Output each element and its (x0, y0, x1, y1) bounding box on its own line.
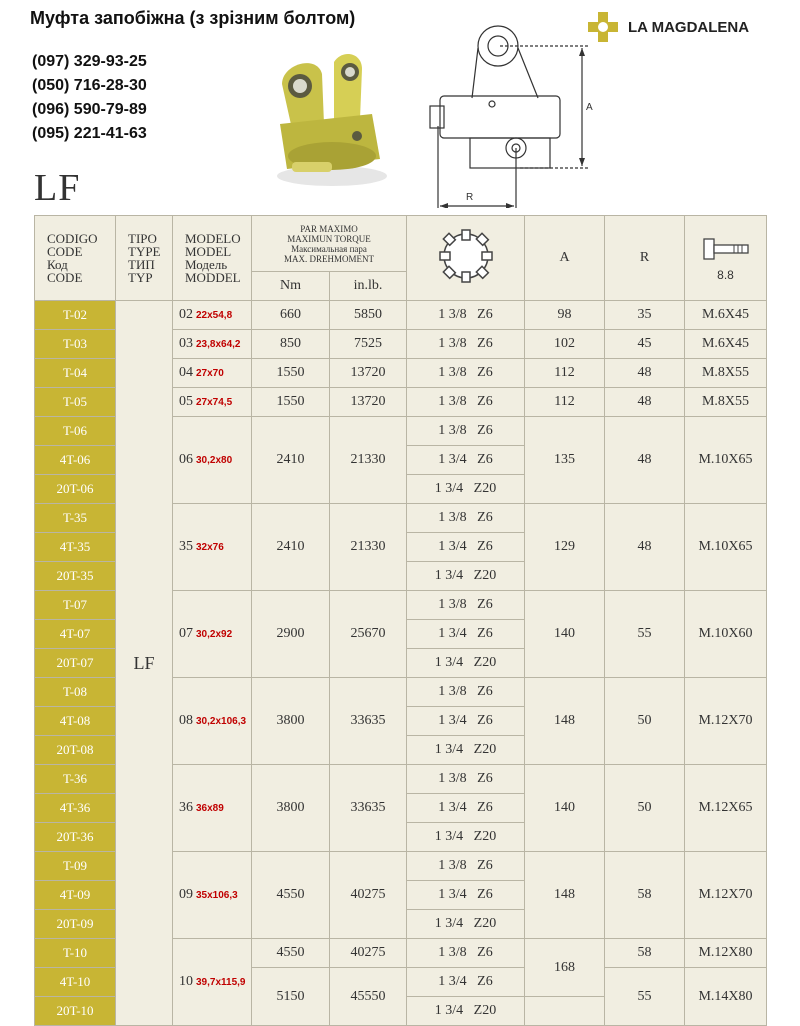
spline-cell: 1 3/4 Z20 (407, 562, 525, 591)
code-cell: 20T-36 (35, 823, 116, 852)
model-dimensions: 36x89 (196, 803, 224, 814)
r-cell: 50 (605, 765, 685, 852)
code-cell: T-36 (35, 765, 116, 794)
inlb-cell: 21330 (330, 504, 407, 591)
code-cell: 20T-06 (35, 475, 116, 504)
dimension-r-label: R (466, 192, 474, 203)
code-cell: 4T-36 (35, 794, 116, 823)
model-dimensions: 30,2x80 (196, 455, 233, 466)
r-cell: 58 (605, 852, 685, 939)
model-number: 03 (179, 336, 193, 351)
model-cell (173, 330, 252, 359)
a-cell: 112 (525, 359, 605, 388)
spline-cell: 1 3/4 Z20 (407, 736, 525, 765)
spline-icon (436, 226, 496, 286)
r-cell: 48 (605, 417, 685, 504)
code-cell: T-07 (35, 591, 116, 620)
a-cell: 129 (525, 504, 605, 591)
header-codigo: CODIGO CODE Код CODE (35, 216, 116, 301)
r-cell: 50 (605, 678, 685, 765)
code-cell: 4T-35 (35, 533, 116, 562)
bolt-icon (698, 235, 754, 263)
bolt-cell: M.6X45 (685, 330, 767, 359)
a-cell: 102 (525, 330, 605, 359)
bolt-cell: M.12X65 (685, 765, 767, 852)
inlb-cell: 33635 (330, 678, 407, 765)
code-cell: T-04 (35, 359, 116, 388)
model-dimensions: 27x74,5 (196, 397, 233, 408)
model-dimensions: 27x70 (196, 368, 224, 379)
bolt-cell: M.10X60 (685, 591, 767, 678)
phone-number[interactable]: (050) 716-28-30 (32, 77, 147, 94)
spline-cell: 1 3/8 Z6 (407, 678, 525, 707)
spline-cell: 1 3/4 Z6 (407, 794, 525, 823)
model-dimensions: 39,7x115,9 (196, 977, 246, 988)
tipo-cell: LF (116, 301, 173, 1026)
nm-cell: 1550 (252, 388, 330, 417)
header-modelo: MODELO MODEL Модель MODDEL (173, 216, 252, 301)
spline-cell: 1 3/4 Z20 (407, 997, 525, 1026)
spline-cell: 1 3/4 Z20 (407, 910, 525, 939)
technical-drawing (420, 18, 610, 208)
spline-cell: 1 3/8 Z6 (407, 301, 525, 330)
spline-cell: 1 3/4 Z20 (407, 475, 525, 504)
bolt-cell: M.6X45 (685, 301, 767, 330)
model-cell (173, 852, 252, 939)
a-cell: 148 (525, 852, 605, 939)
spline-cell: 1 3/4 Z20 (407, 823, 525, 852)
bolt-cell: M.10X65 (685, 417, 767, 504)
nm-cell: 1550 (252, 359, 330, 388)
table-row (35, 301, 767, 330)
nm-cell: 660 (252, 301, 330, 330)
nm-cell: 2900 (252, 591, 330, 678)
inlb-cell: 7525 (330, 330, 407, 359)
bolt-cell: M.8X55 (685, 359, 767, 388)
a-cell: 135 (525, 417, 605, 504)
code-cell: 4T-07 (35, 620, 116, 649)
nm-cell: 3800 (252, 765, 330, 852)
header-r: R (605, 216, 685, 301)
bolt-cell: M.12X70 (685, 852, 767, 939)
bolt-cell: M.12X70 (685, 678, 767, 765)
coupling-photo (262, 44, 392, 194)
inlb-cell: 21330 (330, 417, 407, 504)
phone-number[interactable]: (097) 329-93-25 (32, 53, 147, 70)
code-cell: 4T-08 (35, 707, 116, 736)
header-bolt (685, 216, 767, 301)
r-cell: 35 (605, 301, 685, 330)
series-label: LF (34, 167, 81, 209)
spec-table-body (35, 301, 767, 1026)
nm-cell: 5150 (252, 968, 330, 1026)
spline-cell: 1 3/4 Z6 (407, 620, 525, 649)
r-cell: 45 (605, 330, 685, 359)
model-number: 09 (179, 887, 193, 902)
inlb-cell: 13720 (330, 388, 407, 417)
a-cell: 140 (525, 591, 605, 678)
spline-cell: 1 3/8 Z6 (407, 591, 525, 620)
bolt-grade: 8.8 (717, 267, 734, 282)
code-cell: T-35 (35, 504, 116, 533)
code-cell: T-05 (35, 388, 116, 417)
model-cell (173, 417, 252, 504)
inlb-cell: 40275 (330, 852, 407, 939)
code-cell: T-03 (35, 330, 116, 359)
r-cell: 55 (605, 591, 685, 678)
model-number: 10 (179, 974, 193, 989)
model-number: 36 (179, 800, 193, 815)
a-cell: 148 (525, 678, 605, 765)
model-number: 04 (179, 365, 193, 380)
nm-cell: 850 (252, 330, 330, 359)
code-cell: T-08 (35, 678, 116, 707)
spline-cell: 1 3/4 Z6 (407, 446, 525, 475)
inlb-cell: 33635 (330, 765, 407, 852)
a-cell: 98 (525, 301, 605, 330)
spline-cell: 1 3/8 Z6 (407, 359, 525, 388)
a-cell: 140 (525, 765, 605, 852)
nm-cell: 4550 (252, 852, 330, 939)
code-cell: 20T-35 (35, 562, 116, 591)
nm-cell: 2410 (252, 417, 330, 504)
nm-cell: 3800 (252, 678, 330, 765)
code-cell: 4T-10 (35, 968, 116, 997)
r-cell: 55 (605, 968, 685, 1026)
spline-cell: 1 3/4 Z20 (407, 649, 525, 678)
page-title: Муфта запобіжна (з зрізним болтом) (30, 8, 356, 28)
spline-cell: 1 3/8 Z6 (407, 939, 525, 968)
model-dimensions: 35x106,3 (196, 890, 238, 901)
model-cell (173, 388, 252, 417)
model-dimensions: 22x54,8 (196, 310, 233, 321)
spline-cell: 1 3/8 Z6 (407, 504, 525, 533)
brand-logo (586, 10, 749, 44)
model-number: 02 (179, 307, 193, 322)
nm-cell: 4550 (252, 939, 330, 968)
r-cell: 58 (605, 939, 685, 968)
model-dimensions: 32x76 (196, 542, 224, 553)
phone-list (32, 50, 147, 146)
spline-cell: 1 3/4 Z6 (407, 533, 525, 562)
spline-cell: 1 3/8 Z6 (407, 765, 525, 794)
dimension-a-label: A (586, 102, 593, 113)
r-cell: 48 (605, 388, 685, 417)
header-tipo: TIPO TYPE ТИП TYP (116, 216, 173, 301)
nm-cell: 2410 (252, 504, 330, 591)
header-nm: Nm (252, 272, 330, 301)
code-cell: T-10 (35, 939, 116, 968)
inlb-cell: 5850 (330, 301, 407, 330)
phone-number[interactable]: (096) 590-79-89 (32, 101, 147, 118)
header-spline (407, 216, 525, 301)
model-dimensions: 30,2x106,3 (196, 716, 247, 727)
bolt-cell: M.10X65 (685, 504, 767, 591)
r-cell: 48 (605, 504, 685, 591)
model-cell (173, 591, 252, 678)
bolt-cell: M.8X55 (685, 388, 767, 417)
model-cell (173, 765, 252, 852)
code-cell: 20T-08 (35, 736, 116, 765)
a-cell: 112 (525, 388, 605, 417)
spline-cell: 1 3/4 Z6 (407, 968, 525, 997)
code-cell: T-06 (35, 417, 116, 446)
model-cell (173, 504, 252, 591)
header-a: A (525, 216, 605, 301)
spline-cell: 1 3/8 Z6 (407, 852, 525, 881)
model-number: 08 (179, 713, 193, 728)
r-cell: 48 (605, 359, 685, 388)
a-cell-empty (525, 997, 605, 1026)
model-number: 06 (179, 452, 193, 467)
model-number: 07 (179, 626, 193, 641)
inlb-cell: 40275 (330, 939, 407, 968)
spline-cell: 1 3/8 Z6 (407, 388, 525, 417)
inlb-cell: 45550 (330, 968, 407, 1026)
spline-cell: 1 3/8 Z6 (407, 330, 525, 359)
model-cell (173, 939, 252, 1026)
code-cell: T-02 (35, 301, 116, 330)
brand-name: LA MAGDALENA (628, 18, 750, 36)
phone-number[interactable]: (095) 221-41-63 (32, 125, 147, 142)
code-cell: T-09 (35, 852, 116, 881)
spline-cell: 1 3/4 Z6 (407, 707, 525, 736)
code-cell: 20T-07 (35, 649, 116, 678)
model-cell (173, 678, 252, 765)
spec-table (34, 215, 767, 1026)
model-number: 05 (179, 394, 193, 409)
model-dimensions: 30,2x92 (196, 629, 233, 640)
spline-cell: 1 3/8 Z6 (407, 417, 525, 446)
code-cell: 4T-09 (35, 881, 116, 910)
spline-cell: 1 3/4 Z6 (407, 881, 525, 910)
model-dimensions: 23,8x64,2 (196, 339, 241, 350)
inlb-cell: 13720 (330, 359, 407, 388)
model-number: 35 (179, 539, 193, 554)
model-cell (173, 359, 252, 388)
inlb-cell: 25670 (330, 591, 407, 678)
header-torque: PAR MAXIMO MAXIMUN TORQUE Максимальная пара MAX. DREHMOMENT (252, 216, 407, 272)
a-cell: 168 (525, 939, 605, 997)
header-inlb: in.lb. (330, 272, 407, 301)
model-cell (173, 301, 252, 330)
code-cell: 4T-06 (35, 446, 116, 475)
bolt-cell: M.12X80 (685, 939, 767, 968)
code-cell: 20T-10 (35, 997, 116, 1026)
code-cell: 20T-09 (35, 910, 116, 939)
bolt-cell: M.14X80 (685, 968, 767, 1026)
